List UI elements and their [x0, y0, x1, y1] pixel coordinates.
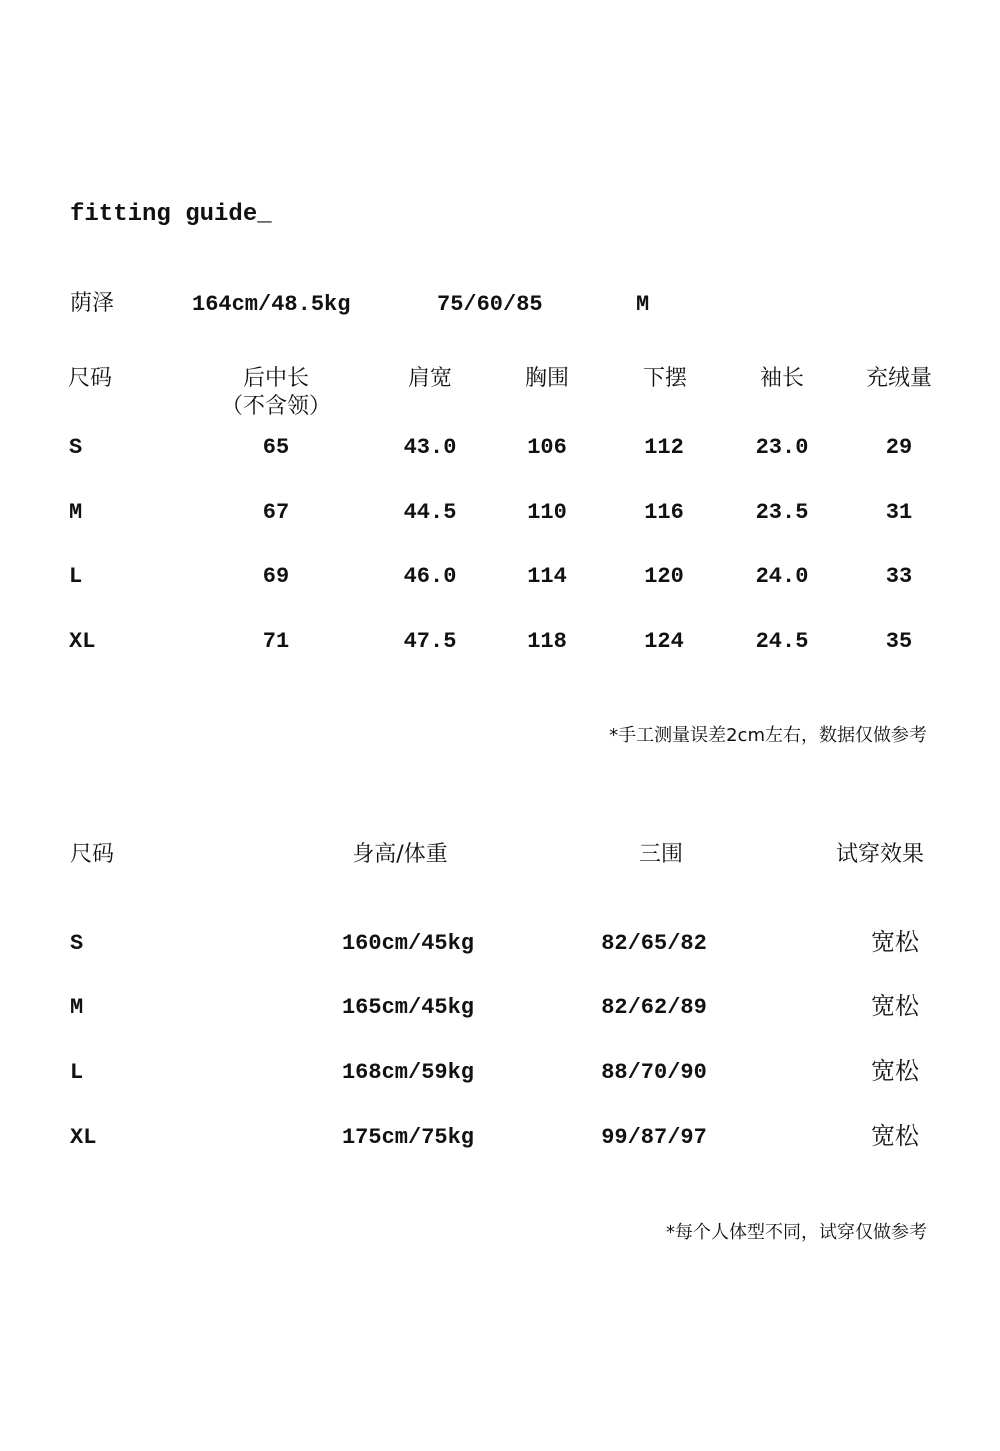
row-shoulder: 46.0	[403, 564, 457, 589]
row-chest: 114	[527, 564, 567, 589]
tryon-row-measurements: 99/87/97	[601, 1125, 707, 1150]
row-sleeve: 24.5	[755, 629, 809, 654]
row-length: 67	[262, 500, 290, 525]
page-title: fitting guide_	[70, 201, 272, 228]
row-length: 65	[262, 435, 290, 460]
row-down-fill: 33	[885, 564, 913, 589]
row-hem: 124	[644, 629, 684, 654]
header-sleeve: 袖长	[759, 366, 805, 391]
header-shoulder: 肩宽	[407, 366, 453, 391]
tryon-row-measurements: 82/65/82	[601, 931, 707, 956]
row-hem: 112	[644, 435, 684, 460]
model-height-weight: 164cm/48.5kg	[192, 292, 351, 317]
row-size: S	[69, 435, 83, 460]
tryon-row-fit: 宽松	[871, 1122, 919, 1150]
row-shoulder: 44.5	[403, 500, 457, 525]
row-down-fill: 29	[885, 435, 913, 460]
row-sleeve: 24.0	[755, 564, 809, 589]
tryon-row-size: L	[70, 1060, 84, 1085]
tryon-header-height-weight: 身高/体重	[352, 842, 448, 867]
row-chest: 106	[527, 435, 567, 460]
header-back-length-note: （不含领）	[220, 394, 332, 419]
model-size: M	[636, 292, 650, 317]
row-down-fill: 35	[885, 629, 913, 654]
row-sleeve: 23.0	[755, 435, 809, 460]
header-size: 尺码	[68, 366, 113, 391]
header-chest: 胸围	[524, 366, 570, 391]
row-hem: 120	[644, 564, 684, 589]
model-measurements: 75/60/85	[437, 292, 543, 317]
model-name: 荫泽	[70, 291, 115, 316]
tryon-row-size: S	[70, 931, 84, 956]
row-chest: 110	[527, 500, 567, 525]
tryon-header-measurements: 三围	[638, 842, 684, 867]
tryon-header-fit: 试穿效果	[835, 842, 925, 867]
tryon-row-fit: 宽松	[871, 1057, 919, 1085]
measurement-note: *手工测量误差2cm左右，数据仅做参考	[609, 725, 927, 746]
row-shoulder: 47.5	[403, 629, 457, 654]
row-length: 69	[262, 564, 290, 589]
header-hem: 下摆	[642, 366, 688, 391]
tryon-row-fit: 宽松	[871, 928, 919, 956]
tryon-row-measurements: 88/70/90	[601, 1060, 707, 1085]
tryon-header-size: 尺码	[70, 842, 115, 867]
row-length: 71	[262, 629, 290, 654]
row-shoulder: 43.0	[403, 435, 457, 460]
header-back-length: 后中长	[242, 366, 310, 391]
row-chest: 118	[527, 629, 567, 654]
tryon-row-height-weight: 175cm/75kg	[341, 1125, 475, 1150]
row-sleeve: 23.5	[755, 500, 809, 525]
tryon-row-height-weight: 160cm/45kg	[341, 931, 475, 956]
tryon-row-fit: 宽松	[871, 992, 919, 1020]
tryon-row-size: XL	[70, 1125, 97, 1150]
tryon-row-size: M	[70, 995, 84, 1020]
tryon-note: *每个人体型不同，试穿仅做参考	[666, 1222, 927, 1243]
tryon-row-height-weight: 168cm/59kg	[341, 1060, 475, 1085]
tryon-row-height-weight: 165cm/45kg	[341, 995, 475, 1020]
row-hem: 116	[644, 500, 684, 525]
row-down-fill: 31	[885, 500, 913, 525]
row-size: M	[69, 500, 83, 525]
header-down-fill: 充绒量	[865, 366, 933, 391]
row-size: L	[69, 564, 83, 589]
tryon-row-measurements: 82/62/89	[601, 995, 707, 1020]
row-size: XL	[69, 629, 96, 654]
